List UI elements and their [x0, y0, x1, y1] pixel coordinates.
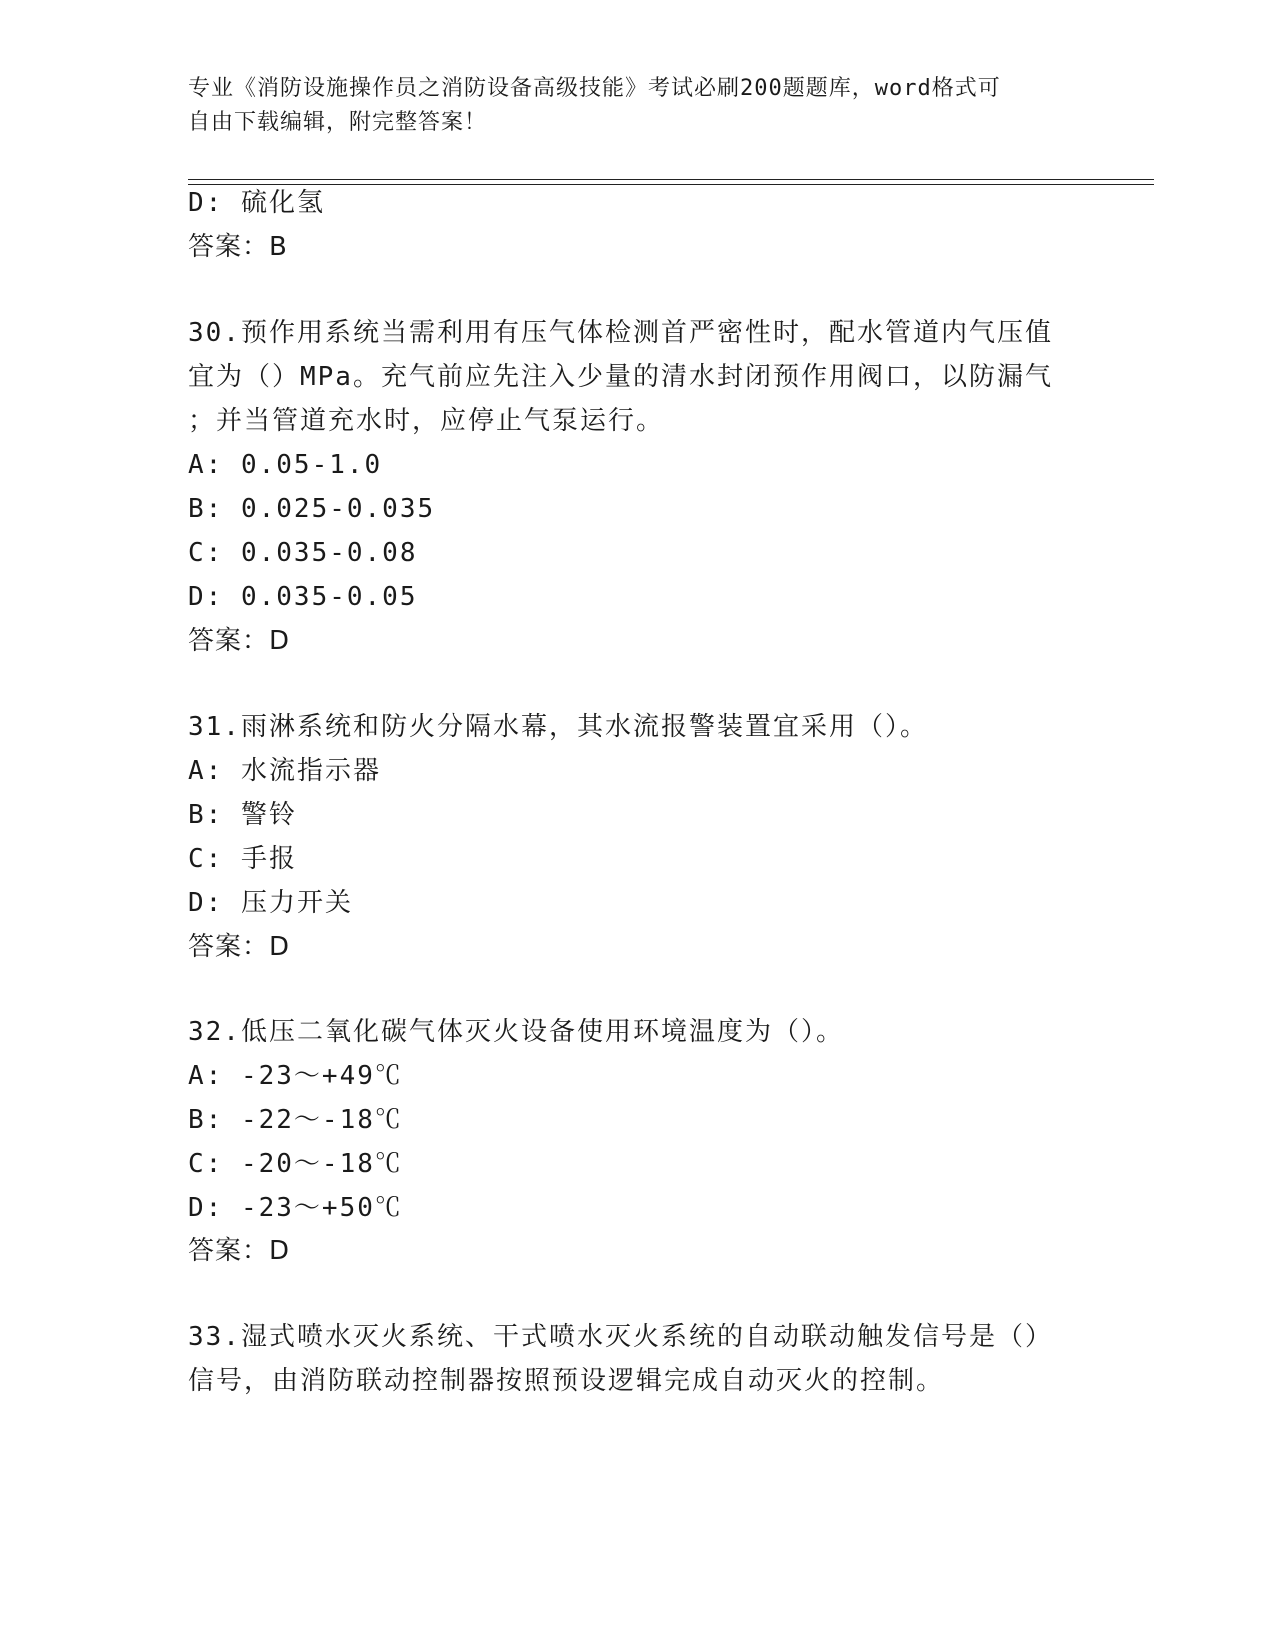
q30-option-b: B: 0.025-0.035 [188, 494, 436, 524]
q30-answer: 答案：D [188, 626, 291, 656]
q30-stem-line-2: 宜为（）MPa。充气前应先注入少量的清水封闭预作用阀口，以防漏气 [188, 362, 1053, 392]
header-line-2: 自由下载编辑，附完整答案！ [188, 110, 488, 135]
q31-option-c: C: 手报 [188, 844, 297, 874]
page-header [188, 72, 1088, 140]
q30-stem-line-1: 30.预作用系统当需利用有压气体检测首严密性时，配水管道内气压值 [188, 318, 1053, 348]
q33-stem-line-2: 信号，由消防联动控制器按照预设逻辑完成自动灭火的控制。 [188, 1366, 945, 1396]
header-divider-bottom [188, 184, 1154, 185]
q33-stem-line-1: 33.湿式喷水灭火系统、干式喷水灭火系统的自动联动触发信号是（） [188, 1322, 1053, 1352]
q31-option-a: A: 水流指示器 [188, 756, 381, 786]
q32-stem-line-1: 32.低压二氧化碳气体灭火设备使用环境温度为（）。 [188, 1017, 844, 1047]
header-line-1: 专业《消防设施操作员之消防设备高级技能》考试必刷200题题库，word格式可 [188, 76, 1001, 101]
q31-option-d: D: 压力开关 [188, 888, 353, 918]
header-divider-top [188, 179, 1154, 180]
q31-answer: 答案：D [188, 932, 291, 962]
q30-option-c: C: 0.035-0.08 [188, 538, 418, 568]
q30-option-d: D: 0.035-0.05 [188, 582, 418, 612]
q31-option-b: B: 警铃 [188, 800, 297, 830]
q32-option-c: C: -20～-18℃ [188, 1149, 403, 1179]
q30-option-a: A: 0.05-1.0 [188, 450, 383, 480]
prev-option-d: D: 硫化氢 [188, 188, 325, 218]
q31-stem-line-1: 31.雨淋系统和防火分隔水幕，其水流报警装置宜采用（）。 [188, 712, 928, 742]
q30-stem-line-3: ；并当管道充水时，应停止气泵运行。 [188, 406, 665, 436]
prev-answer: 答案：B [188, 232, 288, 262]
q32-option-a: A: -23～+49℃ [188, 1061, 403, 1091]
q32-answer: 答案：D [188, 1236, 291, 1266]
q32-option-d: D: -23～+50℃ [188, 1193, 403, 1223]
q32-option-b: B: -22～-18℃ [188, 1105, 403, 1135]
